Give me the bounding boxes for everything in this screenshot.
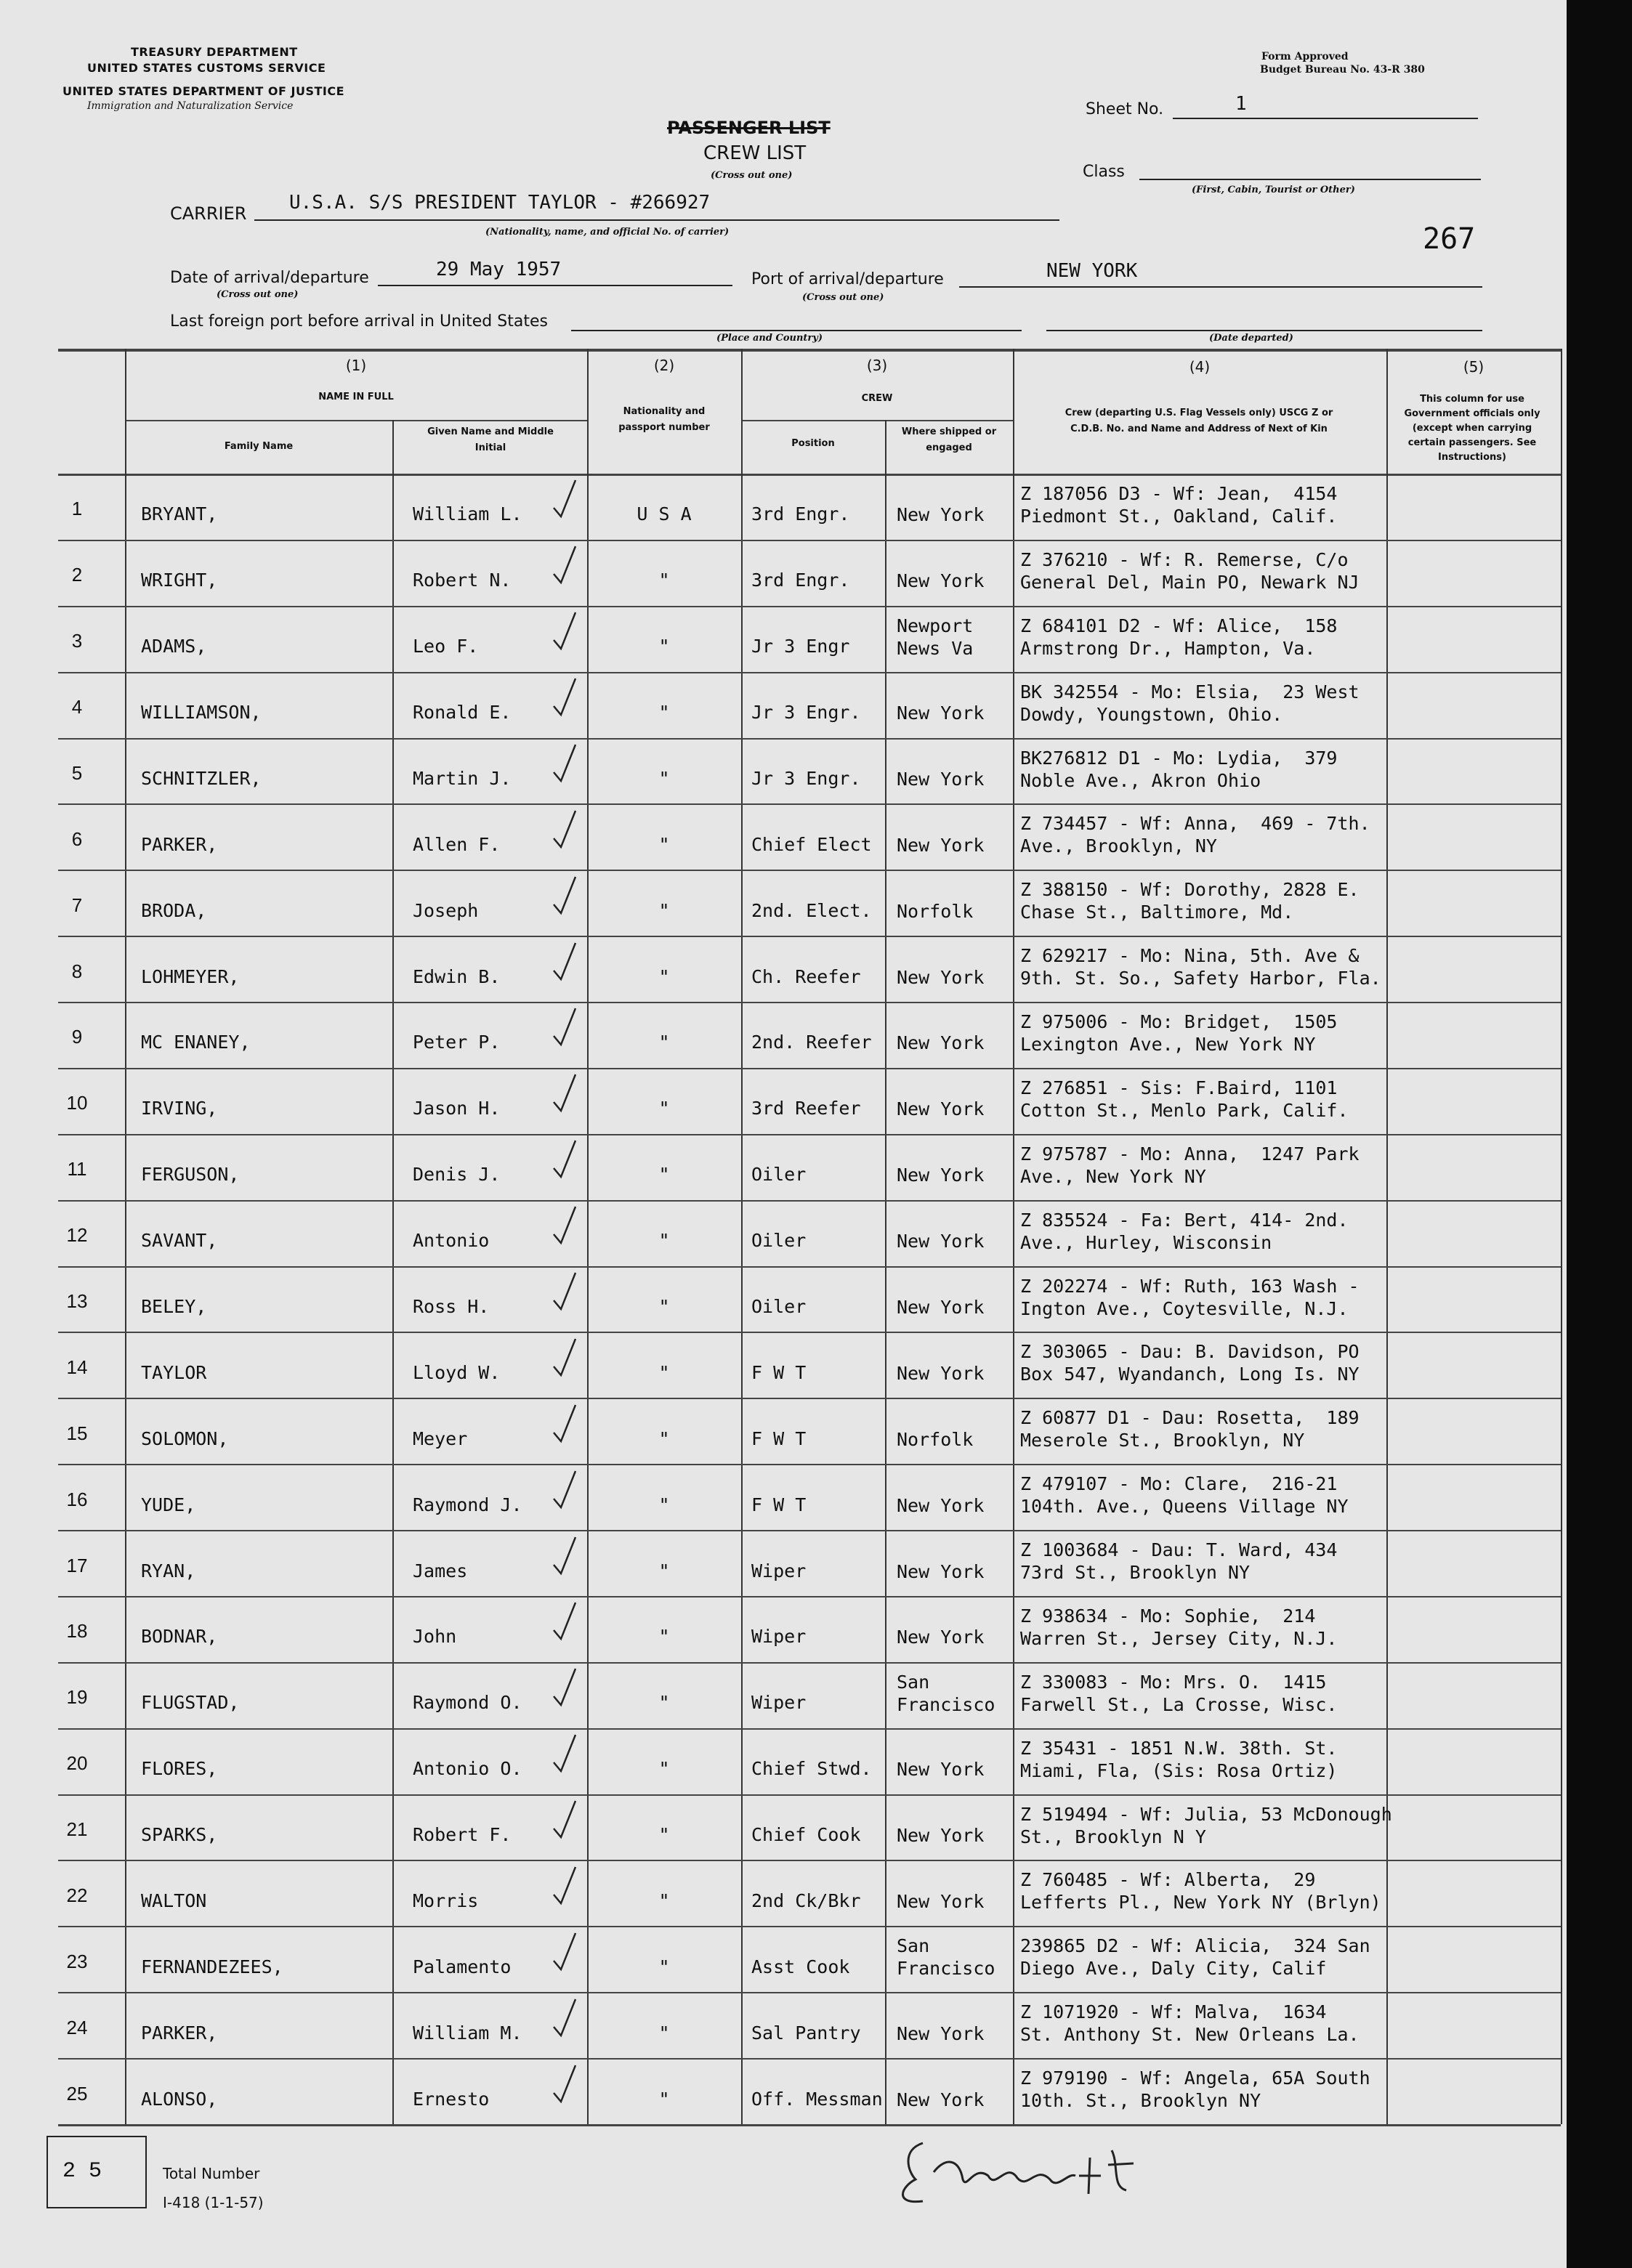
nationality: " — [658, 1890, 670, 1911]
position: Jr 3 Engr. — [751, 702, 861, 724]
next-of-kin: Z 1003684 - Dau: T. Ward, 434 73rd St., Brooklyn NY — [1020, 1539, 1338, 1584]
row-number: 25 — [66, 2082, 88, 2105]
position: Sal Pantry — [751, 2022, 861, 2044]
nationality: " — [658, 965, 670, 987]
position: Oiler — [751, 1164, 807, 1186]
position: 2nd. Reefer — [751, 1032, 872, 1053]
where-engaged: New York — [897, 2089, 985, 2110]
family-name: FERNANDEZEES, — [141, 1956, 283, 1977]
where-engaged: San Francisco — [897, 1935, 995, 1980]
where-engaged: San Francisco — [897, 1671, 995, 1715]
row-number: 24 — [66, 2016, 88, 2038]
col4-title: Crew (departing U.S. Flag Vessels only) USCG Z or C.D.B. No. and Name and Address of Next of Kin — [1065, 408, 1333, 434]
row-number: 2 — [71, 564, 83, 586]
check-mark-icon — [551, 1204, 580, 1247]
given-name: Ross H. — [413, 1296, 490, 1317]
where-engaged: New York — [897, 2022, 985, 2044]
date-label: Date of arrival/departure — [170, 269, 369, 287]
given-name: Martin J. — [413, 767, 512, 789]
nationality: " — [658, 833, 670, 855]
position: Chief Stwd. — [751, 1758, 872, 1780]
position: Chief Elect — [751, 833, 872, 855]
nationality: " — [658, 1098, 670, 1119]
given-name: Palamento — [413, 1956, 512, 1977]
family-name: MC ENANEY, — [141, 1032, 251, 1053]
given-name: Leo F. — [413, 636, 479, 657]
position: F W T — [751, 1361, 807, 1383]
where-engaged: New York — [897, 504, 985, 526]
col5-title: This column for use Government officials only (except when carrying certain passengers. See Instructions) — [1404, 394, 1540, 463]
next-of-kin: Z 60877 D1 - Dau: Rosetta, 189 Meserole St., Brooklyn, NY — [1020, 1407, 1360, 1451]
next-of-kin: Z 734457 - Wf: Anna, 469 - 7th. Ave., Brooklyn, NY — [1020, 813, 1370, 857]
check-mark-icon — [551, 808, 580, 851]
nationality: " — [658, 1361, 670, 1383]
check-mark-icon — [551, 1005, 580, 1049]
col1-given-heading: Given Name and Middle Initial — [427, 426, 554, 453]
nationality: " — [658, 1956, 670, 1977]
where-engaged: New York — [897, 1165, 985, 1186]
where-engaged: New York — [897, 1560, 985, 1582]
position: 3rd Engr. — [751, 503, 850, 525]
row-number: 17 — [66, 1554, 88, 1576]
port-label: Port of arrival/departure — [751, 270, 944, 288]
row-number: 19 — [66, 1686, 88, 1709]
check-mark-icon — [551, 1732, 580, 1775]
next-of-kin: Z 187056 D3 - Wf: Jean, 4154 Piedmont St., Oakland, Calif. — [1020, 483, 1338, 527]
col3-title: CREW — [861, 393, 893, 404]
row-number: 18 — [66, 1620, 88, 1643]
row-number: 4 — [71, 696, 83, 718]
row-number: 11 — [67, 1158, 87, 1180]
nationality: " — [658, 1230, 670, 1252]
col3-position-heading: Position — [791, 438, 835, 449]
where-engaged: New York — [897, 1825, 985, 1847]
next-of-kin: Z 35431 - 1851 N.W. 38th. St. Miami, Fla, (Sis: Rosa Ortiz) — [1020, 1737, 1338, 1781]
next-of-kin: Z 979190 - Wf: Angela, 65A South 10th. St., Brooklyn NY — [1020, 2067, 1370, 2112]
date-value: 29 May 1957 — [436, 259, 562, 280]
check-mark-icon — [551, 609, 580, 653]
col3-where-heading: Where shipped or engaged — [901, 426, 997, 453]
position: Oiler — [751, 1296, 807, 1317]
given-name: Ronald E. — [413, 702, 512, 724]
col1-number: (1) — [345, 357, 367, 374]
check-mark-icon — [551, 1666, 580, 1709]
next-of-kin: Z 376210 - Wf: R. Remerse, C/o General Del, Main PO, Newark NJ — [1020, 548, 1360, 593]
row-number: 12 — [66, 1224, 88, 1247]
check-mark-icon — [551, 742, 580, 785]
class-label: Class — [1083, 163, 1125, 181]
nationality: " — [658, 1824, 670, 1846]
position: Oiler — [751, 1230, 807, 1252]
where-engaged: New York — [897, 966, 985, 988]
check-mark-icon — [551, 1402, 580, 1446]
check-mark-icon — [551, 940, 580, 984]
next-of-kin: Z 629217 - Mo: Nina, 5th. Ave & 9th. St. So., Safety Harbor, Fla. — [1020, 945, 1381, 989]
nationality: " — [658, 570, 670, 591]
next-of-kin: Z 938634 - Mo: Sophie, 214 Warren St., Jersey City, N.J. — [1020, 1605, 1338, 1649]
dept-line-4: Immigration and Naturalization Service — [87, 100, 294, 112]
given-name: William M. — [413, 2022, 522, 2044]
position: Wiper — [751, 1626, 807, 1648]
next-of-kin: Z 479107 - Mo: Clare, 216-21 104th. Ave., Queens Village NY — [1020, 1473, 1349, 1518]
position: Wiper — [751, 1560, 807, 1581]
col2-number: (2) — [653, 357, 675, 374]
row-number: 15 — [66, 1422, 88, 1444]
class-note: (First, Cabin, Tourist or Other) — [1192, 185, 1355, 195]
family-name: ADAMS, — [141, 636, 207, 657]
nationality: " — [658, 767, 670, 789]
where-engaged: New York — [897, 570, 985, 592]
given-name: Peter P. — [413, 1032, 501, 1053]
check-mark-icon — [551, 1138, 580, 1181]
family-name: RYAN, — [141, 1560, 196, 1581]
nationality: U S A — [637, 503, 692, 525]
nationality: " — [658, 636, 670, 657]
next-of-kin: Z 202274 - Wf: Ruth, 163 Wash - Ington Ave., Coytesville, N.J. — [1020, 1275, 1360, 1319]
given-name: Edwin B. — [413, 965, 501, 987]
given-name: James — [413, 1560, 468, 1581]
next-of-kin: Z 330083 - Mo: Mrs. O. 1415 Farwell St., La Crosse, Wisc. — [1020, 1671, 1338, 1715]
where-engaged: New York — [897, 1494, 985, 1516]
position: Jr 3 Engr. — [751, 767, 861, 789]
where-engaged: New York — [897, 1231, 985, 1252]
position: 2nd. Elect. — [751, 899, 872, 921]
nationality: " — [658, 1296, 670, 1317]
family-name: ALONSO, — [141, 2088, 218, 2110]
check-mark-icon — [551, 1468, 580, 1512]
nationality: " — [658, 702, 670, 724]
next-of-kin: Z 519494 - Wf: Julia, 53 McDonough St., Brooklyn N Y — [1020, 1803, 1392, 1847]
row-number: 10 — [66, 1092, 88, 1114]
date-note: (Cross out one) — [217, 289, 299, 300]
position: 3rd Engr. — [751, 570, 850, 591]
given-name: Meyer — [413, 1427, 468, 1449]
given-name: Denis J. — [413, 1164, 501, 1186]
row-number: 5 — [71, 761, 83, 784]
where-engaged: Norfolk — [897, 1428, 974, 1450]
check-mark-icon — [551, 1534, 580, 1578]
stamp-number: 267 — [1423, 222, 1476, 256]
family-name: TAYLOR — [141, 1361, 207, 1383]
where-engaged: New York — [897, 1627, 985, 1648]
next-of-kin: Z 760485 - Wf: Alberta, 29 Lefferts Pl., New York NY (Brlyn) — [1020, 1869, 1381, 1913]
total-label: Total Number — [163, 2165, 260, 2182]
given-name: Allen F. — [413, 833, 501, 855]
check-mark-icon — [551, 1072, 580, 1115]
nationality: " — [658, 1032, 670, 1053]
given-name: Ernesto — [413, 2088, 490, 2110]
where-engaged: New York — [897, 1032, 985, 1054]
position: F W T — [751, 1427, 807, 1449]
budget-bureau: Budget Bureau No. 43-R 380 — [1260, 64, 1425, 76]
form-number: I-418 (1-1-57) — [163, 2194, 264, 2211]
where-engaged: Norfolk — [897, 900, 974, 922]
date-departed-note: (Date departed) — [1209, 333, 1293, 344]
nationality: " — [658, 2088, 670, 2110]
check-mark-icon — [551, 1336, 580, 1380]
family-name: IRVING, — [141, 1098, 218, 1119]
carrier-value: U.S.A. S/S PRESIDENT TAYLOR - #266927 — [289, 192, 711, 214]
port-note: (Cross out one) — [802, 292, 884, 303]
where-engaged: New York — [897, 1297, 985, 1318]
given-name: Jason H. — [413, 1098, 501, 1119]
family-name: FERGUSON, — [141, 1164, 240, 1186]
given-name: Morris — [413, 1890, 479, 1911]
nationality: " — [658, 1758, 670, 1780]
nationality: " — [658, 1164, 670, 1186]
position: 3rd Reefer — [751, 1098, 861, 1119]
nationality: " — [658, 899, 670, 921]
row-number: 6 — [71, 827, 83, 850]
row-number: 16 — [66, 1488, 88, 1510]
check-mark-icon — [551, 477, 580, 521]
given-name: Antonio — [413, 1230, 490, 1252]
given-name: Raymond O. — [413, 1692, 522, 1714]
check-mark-icon — [551, 1996, 580, 2040]
given-name: Robert F. — [413, 1824, 512, 1846]
dept-line-2: UNITED STATES CUSTOMS SERVICE — [87, 61, 326, 75]
where-engaged: New York — [897, 1759, 985, 1781]
position: Chief Cook — [751, 1824, 861, 1846]
row-number: 22 — [66, 1884, 88, 1906]
family-name: PARKER, — [141, 2022, 218, 2044]
family-name: WRIGHT, — [141, 570, 218, 591]
nationality: " — [658, 1692, 670, 1714]
where-engaged: New York — [897, 1098, 985, 1120]
family-name: YUDE, — [141, 1494, 196, 1515]
where-engaged: New York — [897, 1890, 985, 1912]
last-port-label: Last foreign port before arrival in United States — [170, 312, 548, 331]
position: Off. Messman — [751, 2088, 883, 2110]
port-value: NEW YORK — [1046, 260, 1138, 282]
where-engaged: New York — [897, 834, 985, 856]
family-name: BRODA, — [141, 899, 207, 921]
family-name: PARKER, — [141, 833, 218, 855]
given-name: Raymond J. — [413, 1494, 522, 1515]
row-number: 23 — [66, 1950, 88, 1972]
next-of-kin: 239865 D2 - Wf: Alicia, 324 San Diego Ave., Daly City, Calif — [1020, 1935, 1370, 1980]
check-mark-icon — [551, 2062, 580, 2106]
nationality: " — [658, 1626, 670, 1648]
col3-number: (3) — [866, 357, 888, 374]
family-name: BELEY, — [141, 1296, 207, 1317]
next-of-kin: Z 684101 D2 - Wf: Alice, 158 Armstrong Dr., Hampton, Va. — [1020, 615, 1338, 659]
nationality: " — [658, 1560, 670, 1581]
position: Wiper — [751, 1692, 807, 1714]
check-mark-icon — [551, 676, 580, 719]
position: Jr 3 Engr — [751, 636, 850, 657]
next-of-kin: BK 342554 - Mo: Elsia, 23 West Dowdy, Youngstown, Ohio. — [1020, 681, 1360, 725]
family-name: SOLOMON, — [141, 1427, 229, 1449]
col1-title: NAME IN FULL — [318, 392, 394, 402]
given-name: Lloyd W. — [413, 1361, 501, 1383]
check-mark-icon — [551, 1930, 580, 1974]
family-name: SCHNITZLER, — [141, 767, 262, 789]
family-name: LOHMEYER, — [141, 965, 240, 987]
next-of-kin: Z 276851 - Sis: F.Baird, 1101 Cotton St., Menlo Park, Calif. — [1020, 1077, 1349, 1121]
family-name: WALTON — [141, 1890, 207, 1911]
total-value: 2 5 — [62, 2159, 102, 2184]
carrier-label: CARRIER — [170, 203, 247, 224]
given-name: William L. — [413, 503, 522, 525]
row-number: 1 — [71, 498, 83, 520]
sheet-label: Sheet No. — [1086, 100, 1164, 118]
carrier-note: (Nationality, name, and official No. of carrier) — [485, 227, 730, 238]
row-number: 20 — [66, 1752, 88, 1775]
row-number: 8 — [71, 960, 83, 982]
given-name: John — [413, 1626, 457, 1648]
family-name: BRYANT, — [141, 503, 218, 525]
place-note: (Place and Country) — [716, 333, 823, 344]
col1-family-heading: Family Name — [224, 441, 294, 452]
next-of-kin: Z 835524 - Fa: Bert, 414- 2nd. Ave., Hurley, Wisconsin — [1020, 1209, 1349, 1253]
check-mark-icon — [551, 543, 580, 587]
where-engaged: New York — [897, 768, 985, 790]
family-name: WILLIAMSON, — [141, 702, 262, 724]
position: Ch. Reefer — [751, 965, 861, 987]
family-name: BODNAR, — [141, 1626, 218, 1648]
nationality: " — [658, 1427, 670, 1449]
col5-number: (5) — [1463, 358, 1484, 376]
position: Asst Cook — [751, 1956, 850, 1977]
check-mark-icon — [551, 1798, 580, 1842]
next-of-kin: Z 388150 - Wf: Dorothy, 2828 E. Chase St., Baltimore, Md. — [1020, 879, 1360, 923]
nationality: " — [658, 2022, 670, 2044]
row-number: 13 — [66, 1290, 88, 1312]
col2-title: Nationality and passport number — [618, 406, 710, 433]
title-note: (Cross out one) — [711, 170, 793, 181]
family-name: FLUGSTAD, — [141, 1692, 240, 1714]
check-mark-icon — [551, 1270, 580, 1313]
where-engaged: New York — [897, 1362, 985, 1384]
position: 2nd Ck/Bkr — [751, 1890, 861, 1911]
family-name: SPARKS, — [141, 1824, 218, 1846]
row-number: 9 — [71, 1026, 83, 1048]
family-name: SAVANT, — [141, 1230, 218, 1252]
col4-number: (4) — [1189, 358, 1211, 376]
where-engaged: Newport News Va — [897, 615, 974, 659]
form-title: CREW LIST — [703, 142, 807, 164]
next-of-kin: Z 975006 - Mo: Bridget, 1505 Lexington Ave., New York NY — [1020, 1011, 1338, 1056]
where-engaged: New York — [897, 702, 985, 724]
next-of-kin: Z 303065 - Dau: B. Davidson, PO Box 547, Wyandanch, Long Is. NY — [1020, 1341, 1360, 1385]
title-struck: PASSENGER LIST — [667, 118, 831, 138]
check-mark-icon — [551, 874, 580, 918]
row-number: 7 — [71, 894, 83, 916]
row-number: 3 — [71, 630, 83, 652]
position: F W T — [751, 1494, 807, 1515]
nationality: " — [658, 1494, 670, 1515]
dept-line-1: TREASURY DEPARTMENT — [131, 45, 298, 59]
sheet-number: 1 — [1235, 93, 1247, 115]
given-name: Robert N. — [413, 570, 512, 591]
form-approved: Form Approved — [1261, 51, 1349, 62]
next-of-kin: Z 975787 - Mo: Anna, 1247 Park Ave., New York NY — [1020, 1143, 1360, 1187]
family-name: FLORES, — [141, 1758, 218, 1780]
given-name: Antonio O. — [413, 1758, 522, 1780]
given-name: Joseph — [413, 899, 479, 921]
next-of-kin: BK276812 D1 - Mo: Lydia, 379 Noble Ave., Akron Ohio — [1020, 747, 1338, 791]
row-number: 14 — [66, 1356, 88, 1378]
row-number: 21 — [66, 1818, 88, 1841]
signature — [894, 2121, 1184, 2216]
check-mark-icon — [551, 1864, 580, 1908]
check-mark-icon — [551, 1600, 580, 1643]
next-of-kin: Z 1071920 - Wf: Malva, 1634 St. Anthony St. New Orleans La. — [1020, 2001, 1360, 2046]
dept-line-3: UNITED STATES DEPARTMENT OF JUSTICE — [62, 84, 345, 98]
